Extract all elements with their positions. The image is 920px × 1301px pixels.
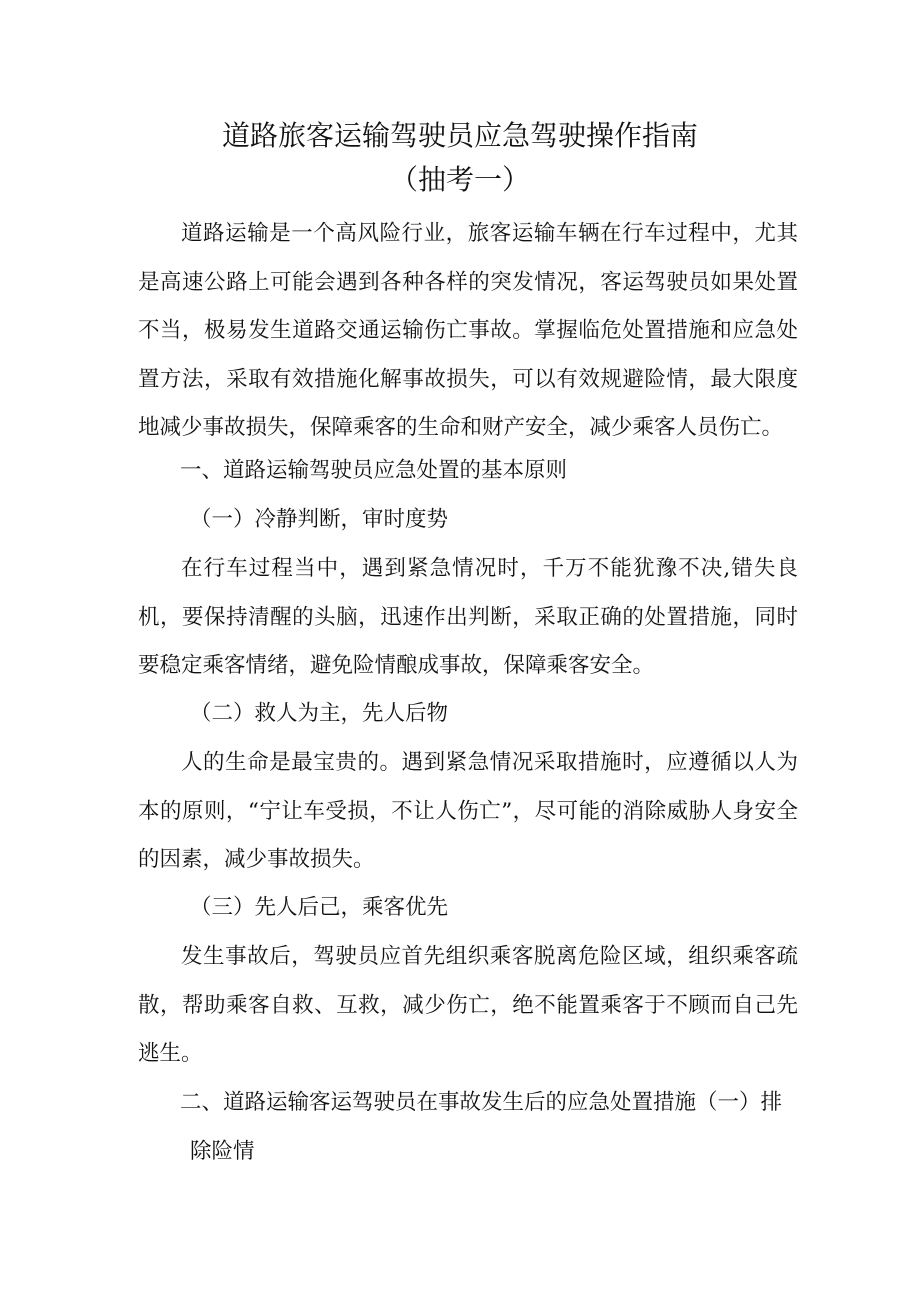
principle-2-body: 人的生命是最宝贵的。遇到紧急情况采取措施时，应遵循以人为本的原则，“宁让车受损，不让人伤亡”，尽可能的消除威胁人身安全的因素，减少事故损失。: [138, 750, 798, 872]
principle-3-body: 发生事故后，驾驶员应首先组织乘客脱离危险区域，组织乘客疏散，帮助乘客自救、互救，减少伤亡，绝不能置乘客于不顾而自己先逃生。: [138, 944, 798, 1066]
section-2-heading: 二、道路运输客运驾驶员在事故发生后的应急处置措施（一）排: [180, 1090, 783, 1115]
principle-1-body: 在行车过程当中，遇到紧急情况时，千万不能犹豫不决,错失良机，要保持清醒的头脑，迅速作出判断，采取正确的处置措施，同时要稳定乘客情绪，避免险情酿成事故，保障乘客安全。: [138, 556, 798, 678]
document-subtitle: （抽考一）: [389, 163, 530, 196]
intro-paragraph: 道路运输是一个高风险行业，旅客运输车辆在行车过程中，尤其是高速公路上可能会遇到各种各样的突发情况，客运驾驶员如果处置不当，极易发生道路交通运输伤亡事故。掌握临危处置措施和应急处置方法，采取有效措施化解事故损失，可以有效规避险情，最大限度地减少事故损失，保障乘客的生命和财产安全，减少乘客人员伤亡。: [138, 221, 798, 440]
document-title: 道路旅客运输驾驶员应急驾驶操作指南: [221, 119, 698, 152]
principle-1-heading: （一）冷静判断，审时度势: [190, 507, 449, 532]
section-1-heading: 一、道路运输驾驶员应急处置的基本原则: [180, 458, 568, 483]
principle-2-heading: （二）救人为主，先人后物: [190, 701, 449, 726]
principle-3-heading: （三）先人后己，乘客优先: [190, 895, 449, 920]
section-2-heading-continued: 除险情: [190, 1139, 255, 1164]
